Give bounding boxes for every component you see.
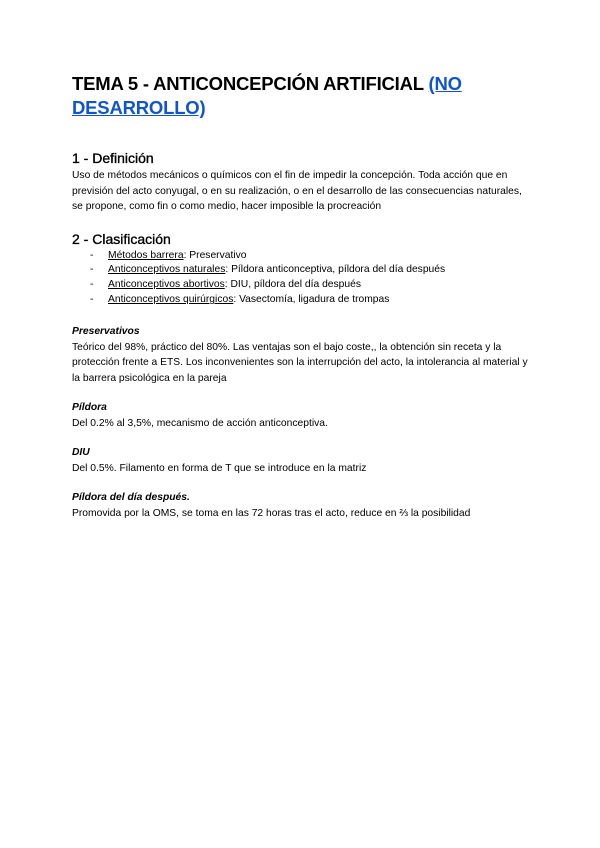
page-title [72, 72, 532, 120]
list-dash: - [90, 264, 94, 276]
list-dash: - [90, 279, 94, 291]
list-item-text: : DIU, píldora del día después [224, 279, 361, 291]
list-item-text: : Vasectomía, ligadura de trompas [233, 294, 390, 306]
subheading-pildora: Píldora [72, 402, 107, 414]
section-heading-clasificacion: 2 - Clasificación [72, 230, 171, 247]
document-content [72, 72, 532, 521]
subheading-preservativos: Preservativos [72, 326, 140, 338]
list-item-term: Anticonceptivos quirúrgicos [108, 294, 234, 306]
no-desarrollo-link[interactable]: (NO DESARROLLO) [72, 73, 462, 118]
subheading-diu: DIU [72, 447, 90, 459]
list-dash: - [90, 294, 94, 306]
list-item-term: Métodos barrera [108, 249, 184, 261]
list-item [90, 293, 532, 308]
pildora-dia-despues-paragraph: Promovida por la OMS, se toma en las 72 horas tras el acto, reduce en ⅔ la posibilidad [72, 507, 471, 519]
list-item-text: : Preservativo [183, 249, 247, 261]
clasificacion-list [72, 249, 532, 309]
preservativos-paragraph: Teórico del 98%, práctico del 80%. Las ventajas son el bajo coste,, la obtención sin receta y la protección frente a ETS. Los inconvenientes son la interrupción del acto, la intolerancia al material y la barrera psicológica en la pareja [72, 341, 528, 384]
diu-paragraph: Del 0.5%. Filamento en forma de T que se introduce en la matriz [72, 462, 367, 474]
list-dash: - [90, 249, 94, 261]
list-item-text: : Píldora anticonceptiva, píldora del día después [225, 264, 446, 276]
section-heading-definicion: 1 - Definición [72, 150, 154, 166]
subheading-pildora-dia-despues: Píldora del día después. [72, 492, 190, 504]
list-item-term: Anticonceptivos abortivos [108, 279, 225, 291]
definicion-paragraph: Uso de métodos mecánicos o químicos con el fin de impedir la concepción. Toda acción que en previsión del acto conyugal, o en su realización, o en el desarrollo de las consecuencias naturales, se propone, como fin o como medio, hacer imposible la procreación [72, 170, 522, 212]
list-item [90, 263, 532, 278]
list-item [90, 249, 532, 264]
list-item-term: Anticonceptivos naturales [108, 264, 226, 276]
list-item [90, 278, 532, 293]
pildora-paragraph: Del 0.2% al 3,5%, mecanismo de acción anticonceptiva. [72, 417, 328, 429]
page-title-text: TEMA 5 - ANTICONCEPCIÓN ARTIFICIAL [72, 73, 429, 94]
